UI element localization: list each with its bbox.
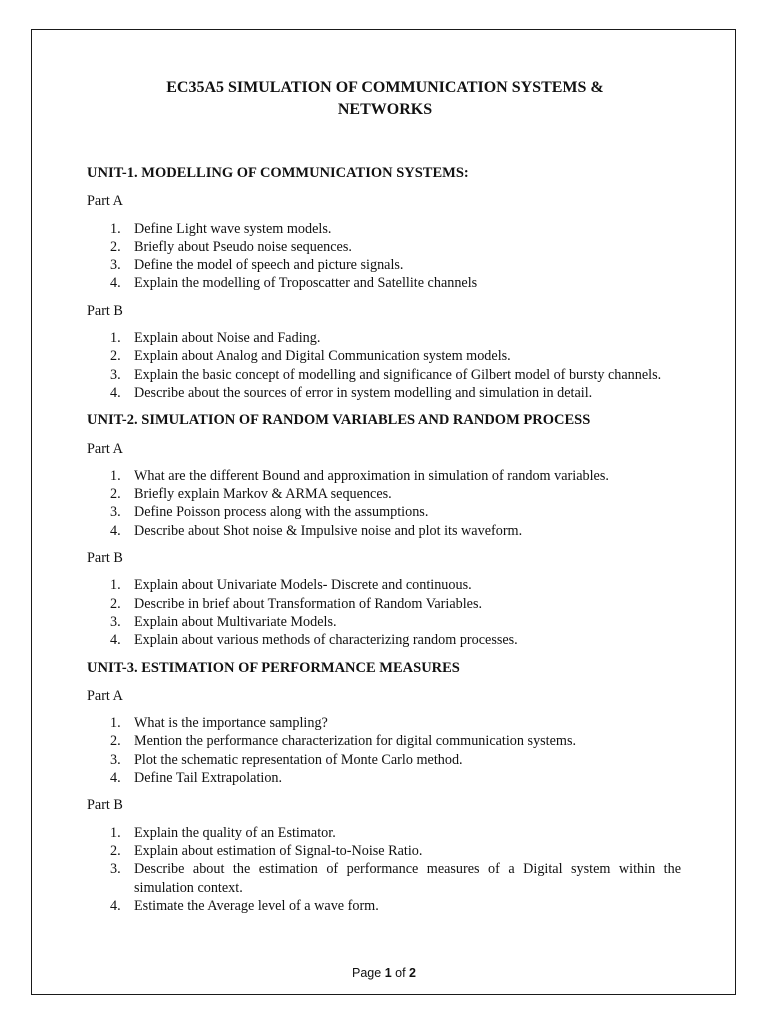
question-item <box>87 329 681 347</box>
question-list <box>87 220 681 293</box>
question-number: 2. <box>110 595 121 612</box>
question-number: 2. <box>110 238 121 255</box>
question-item <box>87 576 681 594</box>
question-item <box>87 347 681 365</box>
question-number: 1. <box>110 715 121 732</box>
question-item <box>87 485 681 503</box>
question-text: Define the model of speech and picture signals. <box>134 257 404 274</box>
part-label: Part A <box>87 193 123 210</box>
question-text: Briefly about Pseudo noise sequences. <box>134 238 352 255</box>
title-line-1: EC35A5 SIMULATION OF COMMUNICATION SYSTEMS & <box>166 79 604 96</box>
unit-heading: UNIT-3. ESTIMATION OF PERFORMANCE MEASURES <box>87 659 460 676</box>
part-label: Part B <box>87 797 123 814</box>
question-text: Define Tail Extrapolation. <box>134 770 283 787</box>
question-item <box>87 860 681 897</box>
question-number: 2. <box>110 733 121 750</box>
part-label: Part B <box>87 302 123 319</box>
question-number: 3. <box>110 257 121 274</box>
question-list <box>87 467 681 540</box>
question-item <box>87 522 681 540</box>
question-number: 3. <box>110 751 121 768</box>
question-item <box>87 384 681 402</box>
footer-current-page: 1 <box>384 966 392 980</box>
question-number: 1. <box>110 330 121 347</box>
question-text: Plot the schematic representation of Monte Carlo method. <box>134 751 463 768</box>
question-text: Mention the performance characterization for digital communication systems. <box>134 733 577 750</box>
question-list <box>87 576 681 649</box>
question-text: Define Poisson process along with the assumptions. <box>134 504 429 521</box>
question-text: What is the importance sampling? <box>134 715 328 732</box>
question-text: Define Light wave system models. <box>134 220 332 237</box>
question-text: Describe about the sources of error in system modelling and simulation in detail. <box>134 384 593 401</box>
question-item <box>87 769 681 787</box>
question-text: Explain about estimation of Signal-to-Noise Ratio. <box>134 842 423 859</box>
question-number: 2. <box>110 842 121 859</box>
question-list <box>87 824 681 915</box>
question-item <box>87 503 681 521</box>
question-number: 1. <box>110 577 121 594</box>
question-number: 1. <box>110 824 121 841</box>
question-text: Explain about various methods of characterizing random processes. <box>134 632 518 649</box>
unit-heading: UNIT-1. MODELLING OF COMMUNICATION SYSTEMS: <box>87 165 469 181</box>
question-number: 3. <box>110 613 121 630</box>
question-number: 4. <box>110 632 121 649</box>
part-label: Part A <box>87 440 123 457</box>
units-container <box>87 164 681 915</box>
document-body <box>87 77 681 924</box>
question-number: 3. <box>110 504 121 521</box>
document-title <box>87 77 681 121</box>
question-number: 3. <box>110 861 121 878</box>
question-text: Describe about the estimation of performance measures of a Digital system within the simulation context. <box>134 861 681 896</box>
footer-total-pages: 2 <box>409 966 416 980</box>
question-text: What are the different Bound and approximation in simulation of random variables. <box>134 467 609 484</box>
question-item <box>87 897 681 915</box>
part-label: Part B <box>87 550 123 567</box>
question-number: 4. <box>110 522 121 539</box>
question-number: 1. <box>110 467 121 484</box>
question-list <box>87 714 681 787</box>
question-item <box>87 613 681 631</box>
question-item <box>87 238 681 256</box>
question-number: 3. <box>110 366 121 383</box>
title-line-2: NETWORKS <box>337 101 433 118</box>
question-text: Describe about Shot noise & Impulsive noise and plot its waveform. <box>134 522 523 539</box>
question-item <box>87 366 681 384</box>
question-number: 4. <box>110 384 121 401</box>
question-text: Explain about Multivariate Models. <box>134 613 337 630</box>
question-number: 4. <box>110 897 121 914</box>
question-item <box>87 751 681 769</box>
question-item <box>87 714 681 732</box>
question-number: 2. <box>110 486 121 503</box>
part-label: Part A <box>87 687 123 704</box>
footer-page-word: Page <box>352 966 382 980</box>
question-item <box>87 595 681 613</box>
question-item <box>87 220 681 238</box>
question-item <box>87 732 681 750</box>
question-text: Describe in brief about Transformation of Random Variables. <box>134 595 483 612</box>
question-number: 4. <box>110 770 121 787</box>
question-item <box>87 824 681 842</box>
page-footer <box>0 966 768 980</box>
question-item <box>87 467 681 485</box>
question-text: Briefly explain Markov & ARMA sequences. <box>134 486 392 503</box>
question-text: Explain about Univariate Models- Discrete and continuous. <box>134 577 472 594</box>
question-item <box>87 631 681 649</box>
question-list <box>87 329 681 402</box>
question-text: Explain the modelling of Troposcatter and Satellite channels <box>134 275 478 292</box>
unit-heading: UNIT-2. SIMULATION OF RANDOM VARIABLES AND RANDOM PROCESS <box>87 412 591 429</box>
question-text: Explain the basic concept of modelling and significance of Gilbert model of bursty channels. <box>134 366 662 383</box>
question-text: Explain about Noise and Fading. <box>134 330 321 347</box>
question-number: 2. <box>110 348 121 365</box>
question-text: Explain about Analog and Digital Communication system models. <box>134 348 511 365</box>
question-item <box>87 842 681 860</box>
question-number: 1. <box>110 220 121 237</box>
question-number: 4. <box>110 275 121 292</box>
question-item <box>87 274 681 292</box>
question-item <box>87 256 681 274</box>
footer-of-word: of <box>395 966 406 980</box>
question-text: Estimate the Average level of a wave form. <box>134 897 379 914</box>
question-text: Explain the quality of an Estimator. <box>134 824 336 841</box>
